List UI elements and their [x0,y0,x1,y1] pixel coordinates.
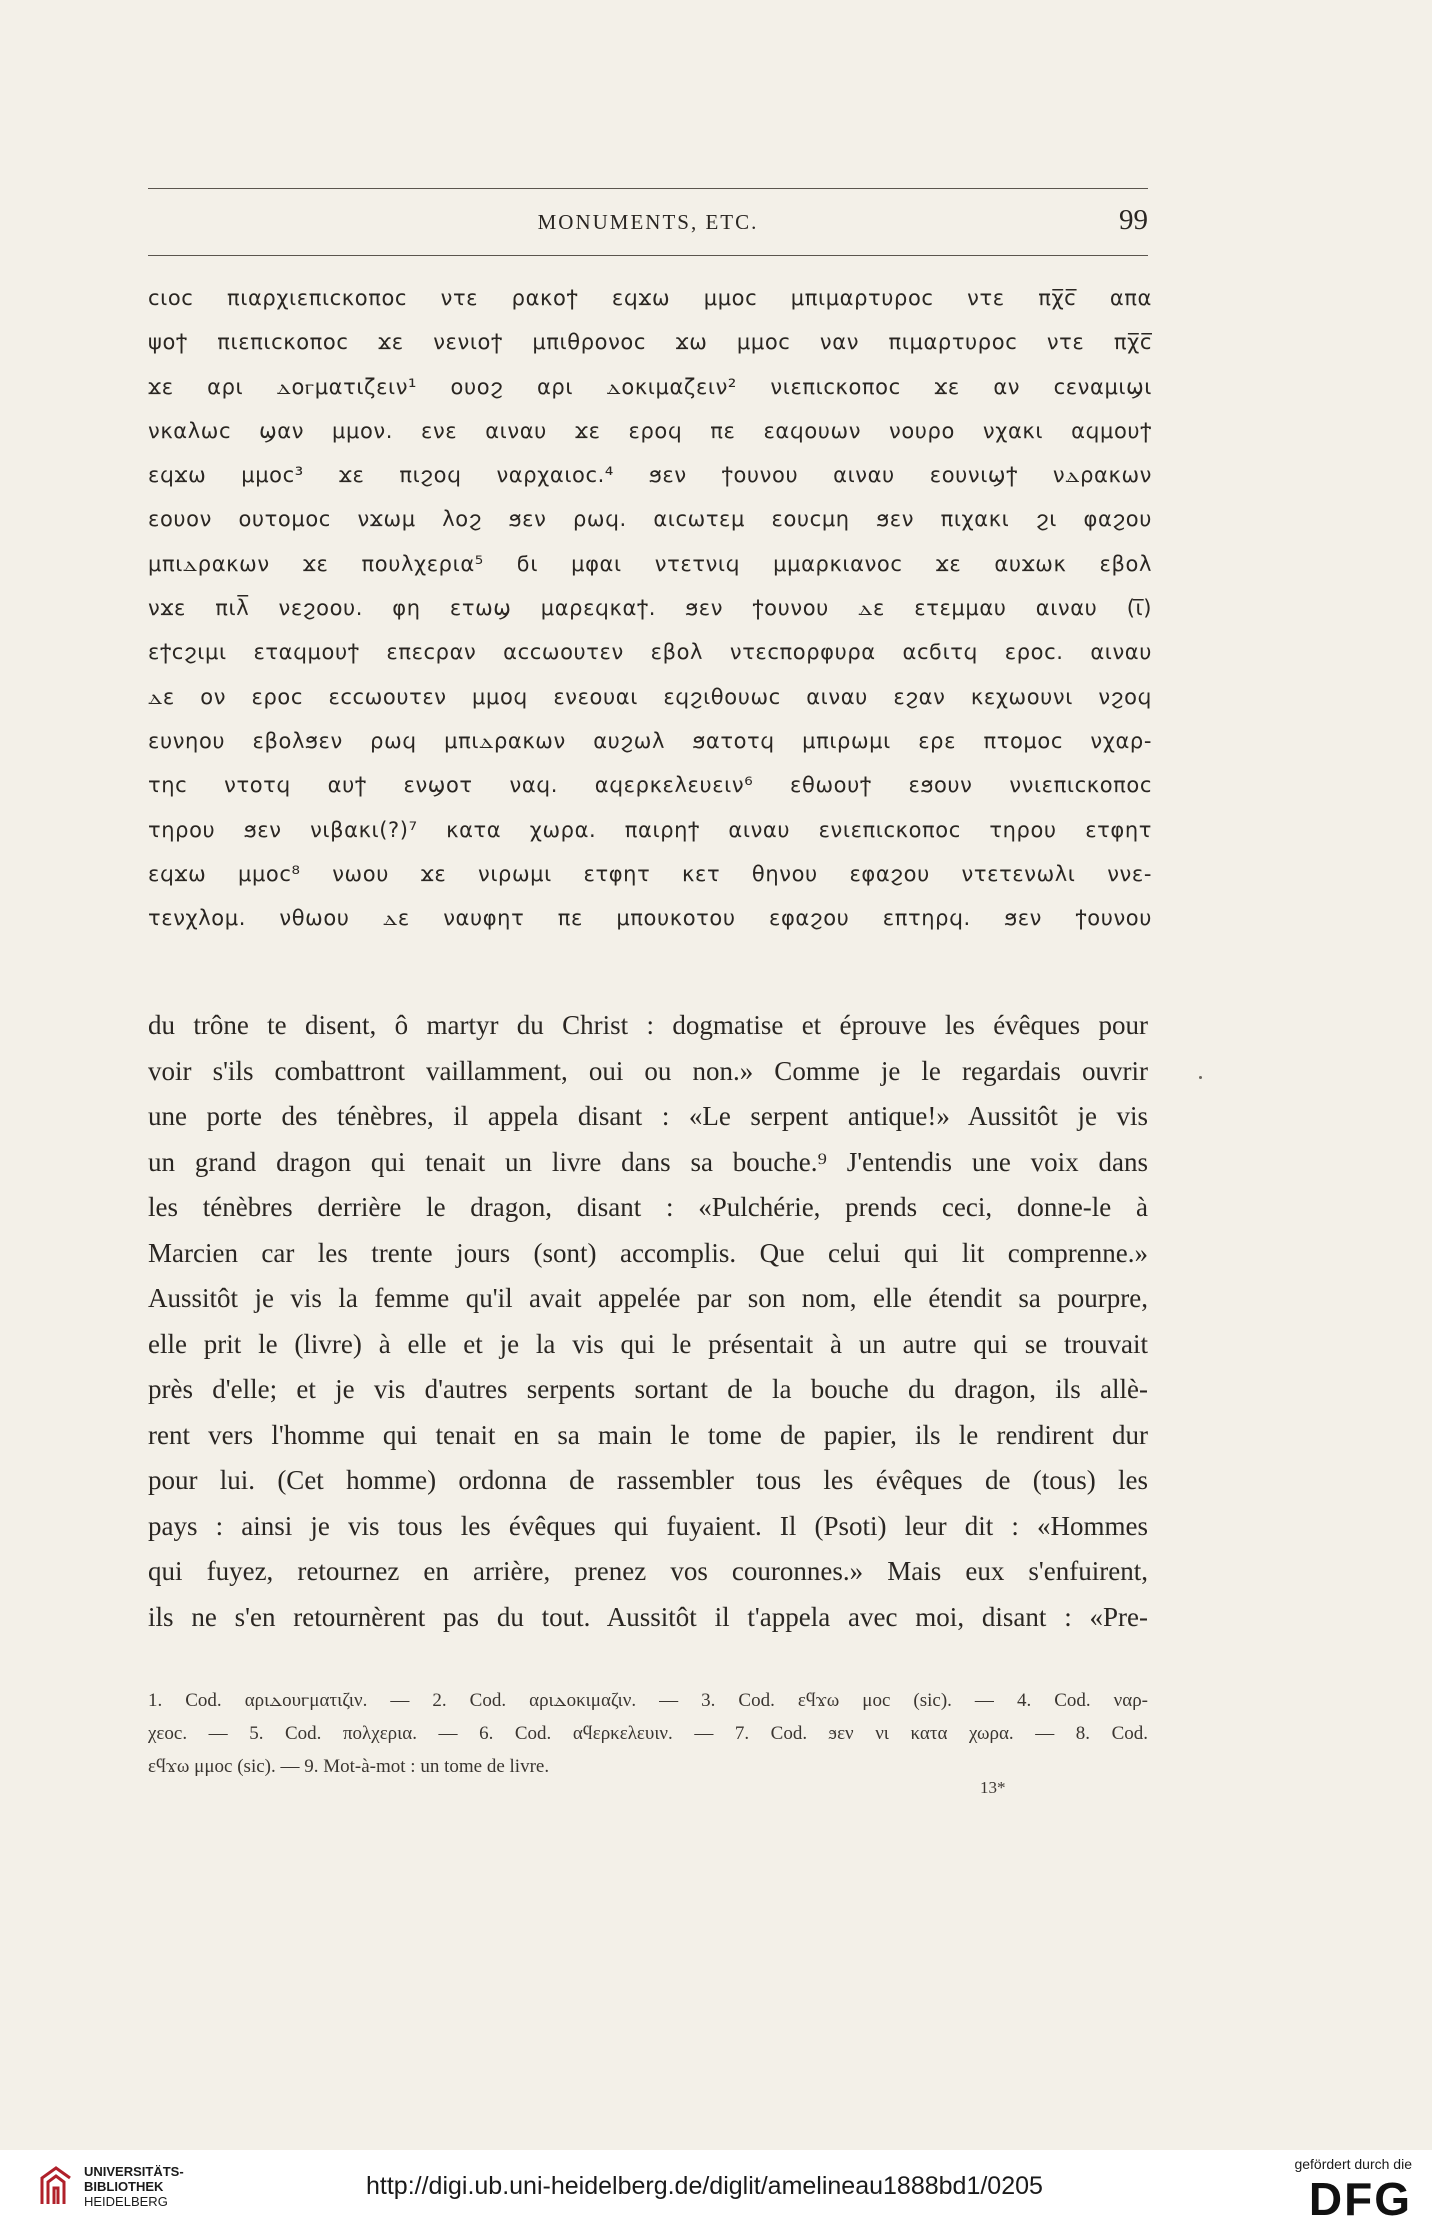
coptic-line: νκαλωc ϣαν μμον. ενε αιναυ ϫε εροϥ πε εαϥουων νουρο νχακι αϥμουϯ [148,418,1152,443]
french-line: pour lui. (Cet homme) ordonna de rassembler tous les évêques de (tous) les [148,1465,1148,1495]
digitization-footer [0,2150,1432,2228]
coptic-line: εουον ουτομοc νϫωμ λοϩ ϧεν ρωϥ. αιcωτεμ εουcμη ϧεν πιχακι ϩι φαϩου [148,507,1152,532]
coptic-line: εϥϫω μμοc⁸ νωου ϫε νιρωμι ετφητ κετ θηνου εφαϩου ντετενωλι ννε- [148,861,1152,886]
coptic-line: τηρου ϧεν νιβακι(?)⁷ κατα χωρα. παιρηϯ αιναυ ενιεπιcκοποc τηρου ετφητ [148,817,1152,842]
coptic-line: τενχλομ. νθωου ⲇε ναυφητ πε μπουκοτου εφαϩου επτηρϥ. ϧεν ϯουνου [148,906,1152,931]
funder-caption: gefördert durch die [1294,2156,1412,2172]
margin-speck [1199,1076,1202,1079]
french-line: Aussitôt je vis la femme qu'il avait appelée par son nom, elle étendit sa pourpre, [148,1283,1148,1313]
french-line: du trône te disent, ô martyr du Christ : dogmatise et éprouve les évêques pour [148,1010,1148,1040]
footnote-line: 1. Cod. αριⲇουⲅματιζιν. — 2. Cod. αριⲇοκιμαζιν. — 3. Cod. εϥϫω μοc (sic). — 4. Cod. ναρ- [148,1690,1148,1711]
dfg-logo: DFG [1308,2173,1412,2225]
header-rule-top [148,188,1148,189]
library-logo-icon [36,2164,76,2208]
coptic-line: ⲇε ον εροc εccωουτεν μμοϥ ενεουαι εϥϩιθουωc αιναυ εϩαν κεχωουνι νϩοϥ [148,684,1152,709]
coptic-line: εϯcϩιμι εταϥμουϯ επεcραν αccωουτεν εβολ ντεcπορφυρα αcϭιτϥ εροc. αιναυ [148,640,1152,665]
library-name-line1: UNIVERSITÄTS- [84,2164,184,2179]
signature-mark: 13* [980,1778,1006,1797]
library-name-line3: HEIDELBERG [84,2194,168,2209]
footnotes [148,1684,1148,1783]
french-line: rent vers l'homme qui tenait en sa main le tome de papier, ils le rendirent dur [148,1419,1148,1450]
french-line: elle prit le (livre) à elle et je la vis qui le présentait à un autre qui se trouvait [148,1328,1148,1359]
coptic-text-block [148,276,1152,940]
coptic-line: εϥϫω μμοc³ ϫε πιϩοϥ ναρχαιοc.⁴ ϧεν ϯουνου αιναυ εουνιϣϯ νⲇρακων [148,463,1152,488]
french-line: les ténèbres derrière le dragon, disant : «Pulchérie, prends ceci, donne-le à [148,1192,1148,1222]
library-name [84,2164,184,2209]
french-line: ils ne s'en retournèrent pas du tout. Aussitôt il t'appela avec moi, disant : «Pre- [148,1601,1148,1632]
running-head [148,204,1148,244]
french-line: voir s'ils combattront vaillamment, oui ou non.» Comme je le regardais ouvrir [148,1055,1148,1086]
footnote-line: εϥϫω μμοc (sic). — 9. Mot-à-mot : un tome de livre. [148,1756,550,1777]
header-rule-bottom [148,255,1148,256]
coptic-line: cιoc πιαρχιεπιcκοποc ντε ρακοϯ εϥϫω μμοc μπιμαρτυροc ντε πχ̅c̅ απα [148,286,1152,310]
page-number: 99 [1119,204,1148,236]
french-line: une porte des ténèbres, il appela disant : «Le serpent antique!» Aussitôt je vis [148,1101,1148,1131]
french-line: Marcien car les trente jours (sont) accomplis. Que celui qui lit comprenne.» [148,1237,1148,1268]
running-title: MONUMENTS, ETC. [537,210,759,234]
french-line: pays : ainsi je vis tous les évêques qui fuyaient. Il (Psoti) leur dit : «Hommes [148,1510,1148,1541]
coptic-line: ϫε αρι ⲇοⲅματιζειν¹ ουοϩ αρι ⲇοκιμαζειν² νιεπιcκοποc ϫε αν cεναμιϣι [148,374,1152,399]
french-translation-block [148,1003,1148,1640]
french-line: qui fuyez, retournez en arrière, prenez vos couronnes.» Mais eux s'enfuirent, [148,1556,1148,1586]
coptic-line: ευνηου εβολϧεν ρωϥ μπιⲇρακων αυϩωλ ϧατοτϥ μπιρωμι ερε πτομοc νχαρ- [148,728,1152,753]
coptic-line: μπιⲇρακων ϫε πουλχερια⁵ ϭι μφαι ντετνιϥ μμαρκιανοc ϫε αυϫωκ εβολ [148,551,1152,576]
library-name-line2: BIBLIOTHEK [84,2179,164,2194]
french-line: un grand dragon qui tenait un livre dans sa bouche.⁹ J'entendis une voix dans [148,1146,1148,1177]
french-line: près d'elle; et je vis d'autres serpents sortant de la bouche du dragon, ils allè- [148,1374,1148,1404]
digital-copy-link[interactable]: http://digi.ub.uni-heidelberg.de/diglit/amelineau1888bd1/0205 [366,2172,1043,2200]
coptic-line: τηc ντοτϥ αυϯ ενϣοτ ναϥ. αϥερκελευειν⁶ εθωουϯ εϧουν ννιεπιcκοποc [148,773,1152,798]
coptic-line: ψοϯ πιεπιcκοποc ϫε νενιοϯ μπιθρονοc ϫω μμοc ναν πιμαρτυροc ντε πχ̅c̅ [148,330,1152,355]
footnote-line: χεοc. — 5. Cod. πολχερια. — 6. Cod. αϥερκελευιν. — 7. Cod. ϧεν νι κατα χωρα. — 8. Cod. [148,1723,1148,1744]
coptic-line: νϫε πιλ̅ νεϩοου. φη ετωϣ μαρεϥκαϯ. ϧεν ϯουνου ⲇε ετεμμαυ αιναυ (ι̅) [148,596,1152,621]
